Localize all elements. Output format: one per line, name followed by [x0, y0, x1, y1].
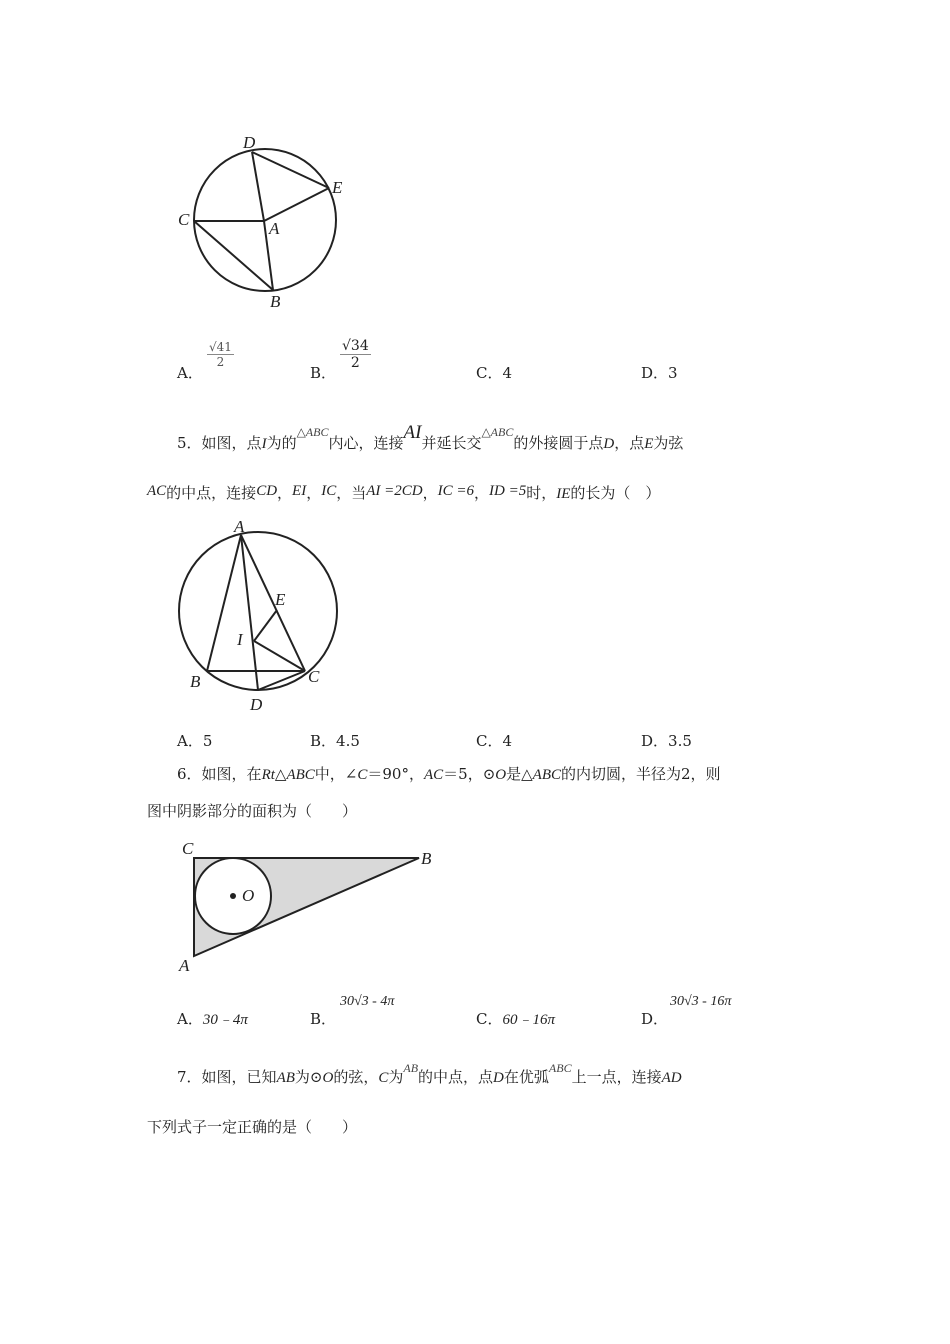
q5-label-B: B: [190, 672, 201, 691]
q6-option-b-value: 30√3 - 4π: [340, 994, 395, 1009]
q4-option-b-num: √34: [342, 338, 369, 354]
q5-line1: 5．如图，点I为的$^{\triangle ABC}$内心，连接AI并延长交$^{\triangle ABC}$的外接圆于点D，点E为弦: [177, 422, 684, 452]
q5-label-E: E: [275, 590, 286, 609]
q4-label-B: B: [270, 292, 281, 311]
q5-label-I: I: [237, 630, 243, 649]
q4-option-c: C．4: [476, 364, 513, 382]
q6-figure: [175, 838, 445, 978]
q4-option-b-fraction: [340, 338, 371, 371]
q4-option-b: B．: [310, 364, 337, 382]
q4-label-D: D: [243, 133, 256, 152]
q4-figure: [170, 125, 360, 315]
q6-option-a: A．30﹣4π: [177, 1010, 248, 1028]
q5-option-b: B．4.5: [310, 732, 360, 750]
q4-label-A: A: [269, 219, 280, 238]
q5-option-a: A．5: [177, 732, 213, 750]
q4-option-b-den: 2: [350, 355, 360, 371]
q5-figure: [170, 515, 350, 720]
q7-number: 7．: [177, 1068, 202, 1086]
q6-option-d-value: 30√3 - 16π: [670, 994, 732, 1009]
q6-option-b: B．: [310, 1010, 337, 1028]
q5-number: 5．: [177, 434, 202, 452]
q5-label-A: A: [234, 517, 245, 536]
q6-line2: 图中阴影部分的面积为（ ）: [147, 802, 358, 820]
q6-option-c: C．60﹣16π: [476, 1010, 555, 1028]
q4-option-a-num: √41: [209, 340, 232, 354]
q4-label-C: C: [178, 210, 190, 229]
q5-option-c: C．4: [476, 732, 513, 750]
q7-line1: 7．如图，已知AB为⊙O的弦，C为$^{AB}$的中点，点D在优弧$^{ABC}$上一点，连接AD: [177, 1061, 682, 1086]
q6-label-C: C: [182, 839, 194, 858]
q7-arc-ab: AB: [403, 1061, 419, 1075]
q4-option-a-fraction: [207, 340, 234, 369]
q5-option-d: D．3.5: [641, 732, 692, 750]
q5-label-C: C: [308, 667, 320, 686]
q7-arc-abc: ABC: [548, 1061, 572, 1075]
q4-option-d: D．3: [641, 364, 678, 382]
q5-label-D: D: [250, 695, 263, 714]
q4-option-a: A．: [177, 364, 203, 382]
q6-option-d: D．: [641, 1010, 669, 1028]
q6-label-O: O: [242, 886, 255, 905]
q6-line1: 6．如图，在Rt△ABC中，∠C＝90°，AC＝5，⊙O是△ABC的内切圆，半径为2，则: [177, 765, 721, 783]
q4-label-E: E: [332, 178, 343, 197]
q4-option-a-den: 2: [216, 355, 225, 369]
q5-line2: AC的中点，连接CD，EI，IC，当AI =2CD，IC =6，ID =5时，IE的长为（ ）: [147, 483, 661, 502]
q6-label-B: B: [421, 849, 432, 868]
q6-number: 6．: [177, 765, 202, 783]
q6-label-A: A: [179, 956, 190, 975]
q7-line2: 下列式子一定正确的是（ ）: [147, 1118, 358, 1136]
